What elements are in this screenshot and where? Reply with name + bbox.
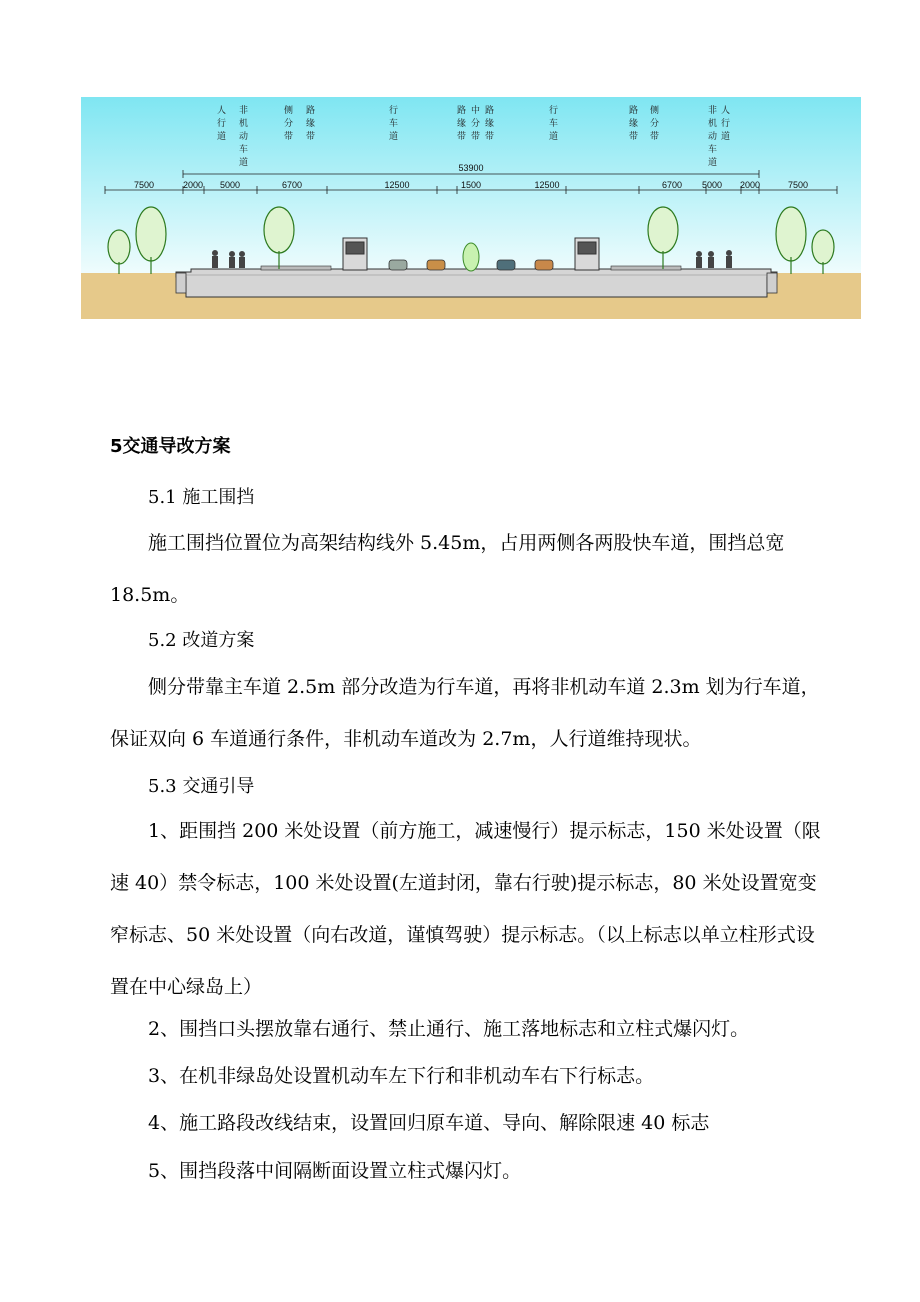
dimension-label: 12500 — [384, 180, 410, 190]
subsection-5-2-title: 5.2 改道方案 — [148, 630, 255, 651]
dimension-label: 6700 — [281, 180, 303, 190]
lane-label: 侧分带 — [284, 106, 294, 142]
subsection-5-1-title: 5.1 施工围挡 — [148, 487, 255, 508]
lane-label: 行车道 — [389, 106, 399, 142]
median-shrub-icon — [463, 243, 479, 271]
dimension-label: 5000 — [701, 180, 723, 190]
guidance-item-4: 4、施工路段改线结束，设置回归原车道、导向、解除限速 40 标志 — [148, 1112, 710, 1134]
road-structure — [176, 269, 777, 297]
lane-label: 非机动车道 — [708, 106, 718, 168]
lane-label: 路缘带 — [629, 106, 639, 142]
dimension-label: 7500 — [787, 180, 809, 190]
lane-label: 行车道 — [549, 106, 559, 142]
dimension-label: 12500 — [534, 180, 560, 190]
lane-label: 路缘带 — [306, 106, 316, 142]
lane-label: 人行道 — [721, 106, 731, 142]
guidance-item-3: 3、在机非绿岛处设置机动车左下行和非机动车右下行标志。 — [148, 1065, 655, 1087]
guidance-item-1: 1、距围挡 200 米处设置（前方施工，减速慢行）提示标志，150 米处设置（限速 40）禁令标志，100 米处设置(左道封闭，靠右行驶)提示标志，80 米处设置宽变窄标志、50 米处设置（向右改道，谨慎驾驶）提示标志。（以上标志以单立柱形式设置在中心绿岛上） — [110, 820, 821, 998]
lane-label: 路缘带 — [457, 106, 467, 142]
dimension-label: 2000 — [182, 180, 204, 190]
lane-label: 路缘带 — [485, 106, 495, 142]
guidance-item-5: 5、围挡段落中间隔断面设置立柱式爆闪灯。 — [148, 1160, 522, 1182]
lane-label: 人行道 — [217, 106, 227, 142]
dimension-label: 6700 — [661, 180, 683, 190]
dimension-label: 5000 — [219, 180, 241, 190]
subsection-5-2-text: 侧分带靠主车道 2.5m 部分改造为行车道，再将非机动车道 2.3m 划为行车道，保证双向 6 车道通行条件，非机动车道改为 2.7m，人行道维持现状。 — [110, 676, 820, 750]
dimension-label: 2000 — [739, 180, 761, 190]
lane-label: 侧分带 — [650, 106, 660, 142]
subsection-5-3-title: 5.3 交通引导 — [148, 776, 255, 797]
road-cross-section-figure — [81, 97, 861, 319]
section-title: 5交通导改方案 — [110, 436, 231, 457]
guidance-item-2: 2、围挡口头摆放靠右通行、禁止通行、施工落地标志和立柱式爆闪灯。 — [148, 1018, 750, 1040]
dimension-label: 1500 — [460, 180, 482, 190]
lane-label: 中分带 — [471, 106, 481, 142]
dimension-label: 7500 — [133, 180, 155, 190]
subsection-5-1-text: 施工围挡位置位为高架结构线外 5.45m，占用两侧各两股快车道，围挡总宽 18.5m。 — [110, 532, 785, 606]
lane-label: 非机动车道 — [239, 106, 249, 168]
total-width-label: 53900 — [458, 163, 484, 173]
